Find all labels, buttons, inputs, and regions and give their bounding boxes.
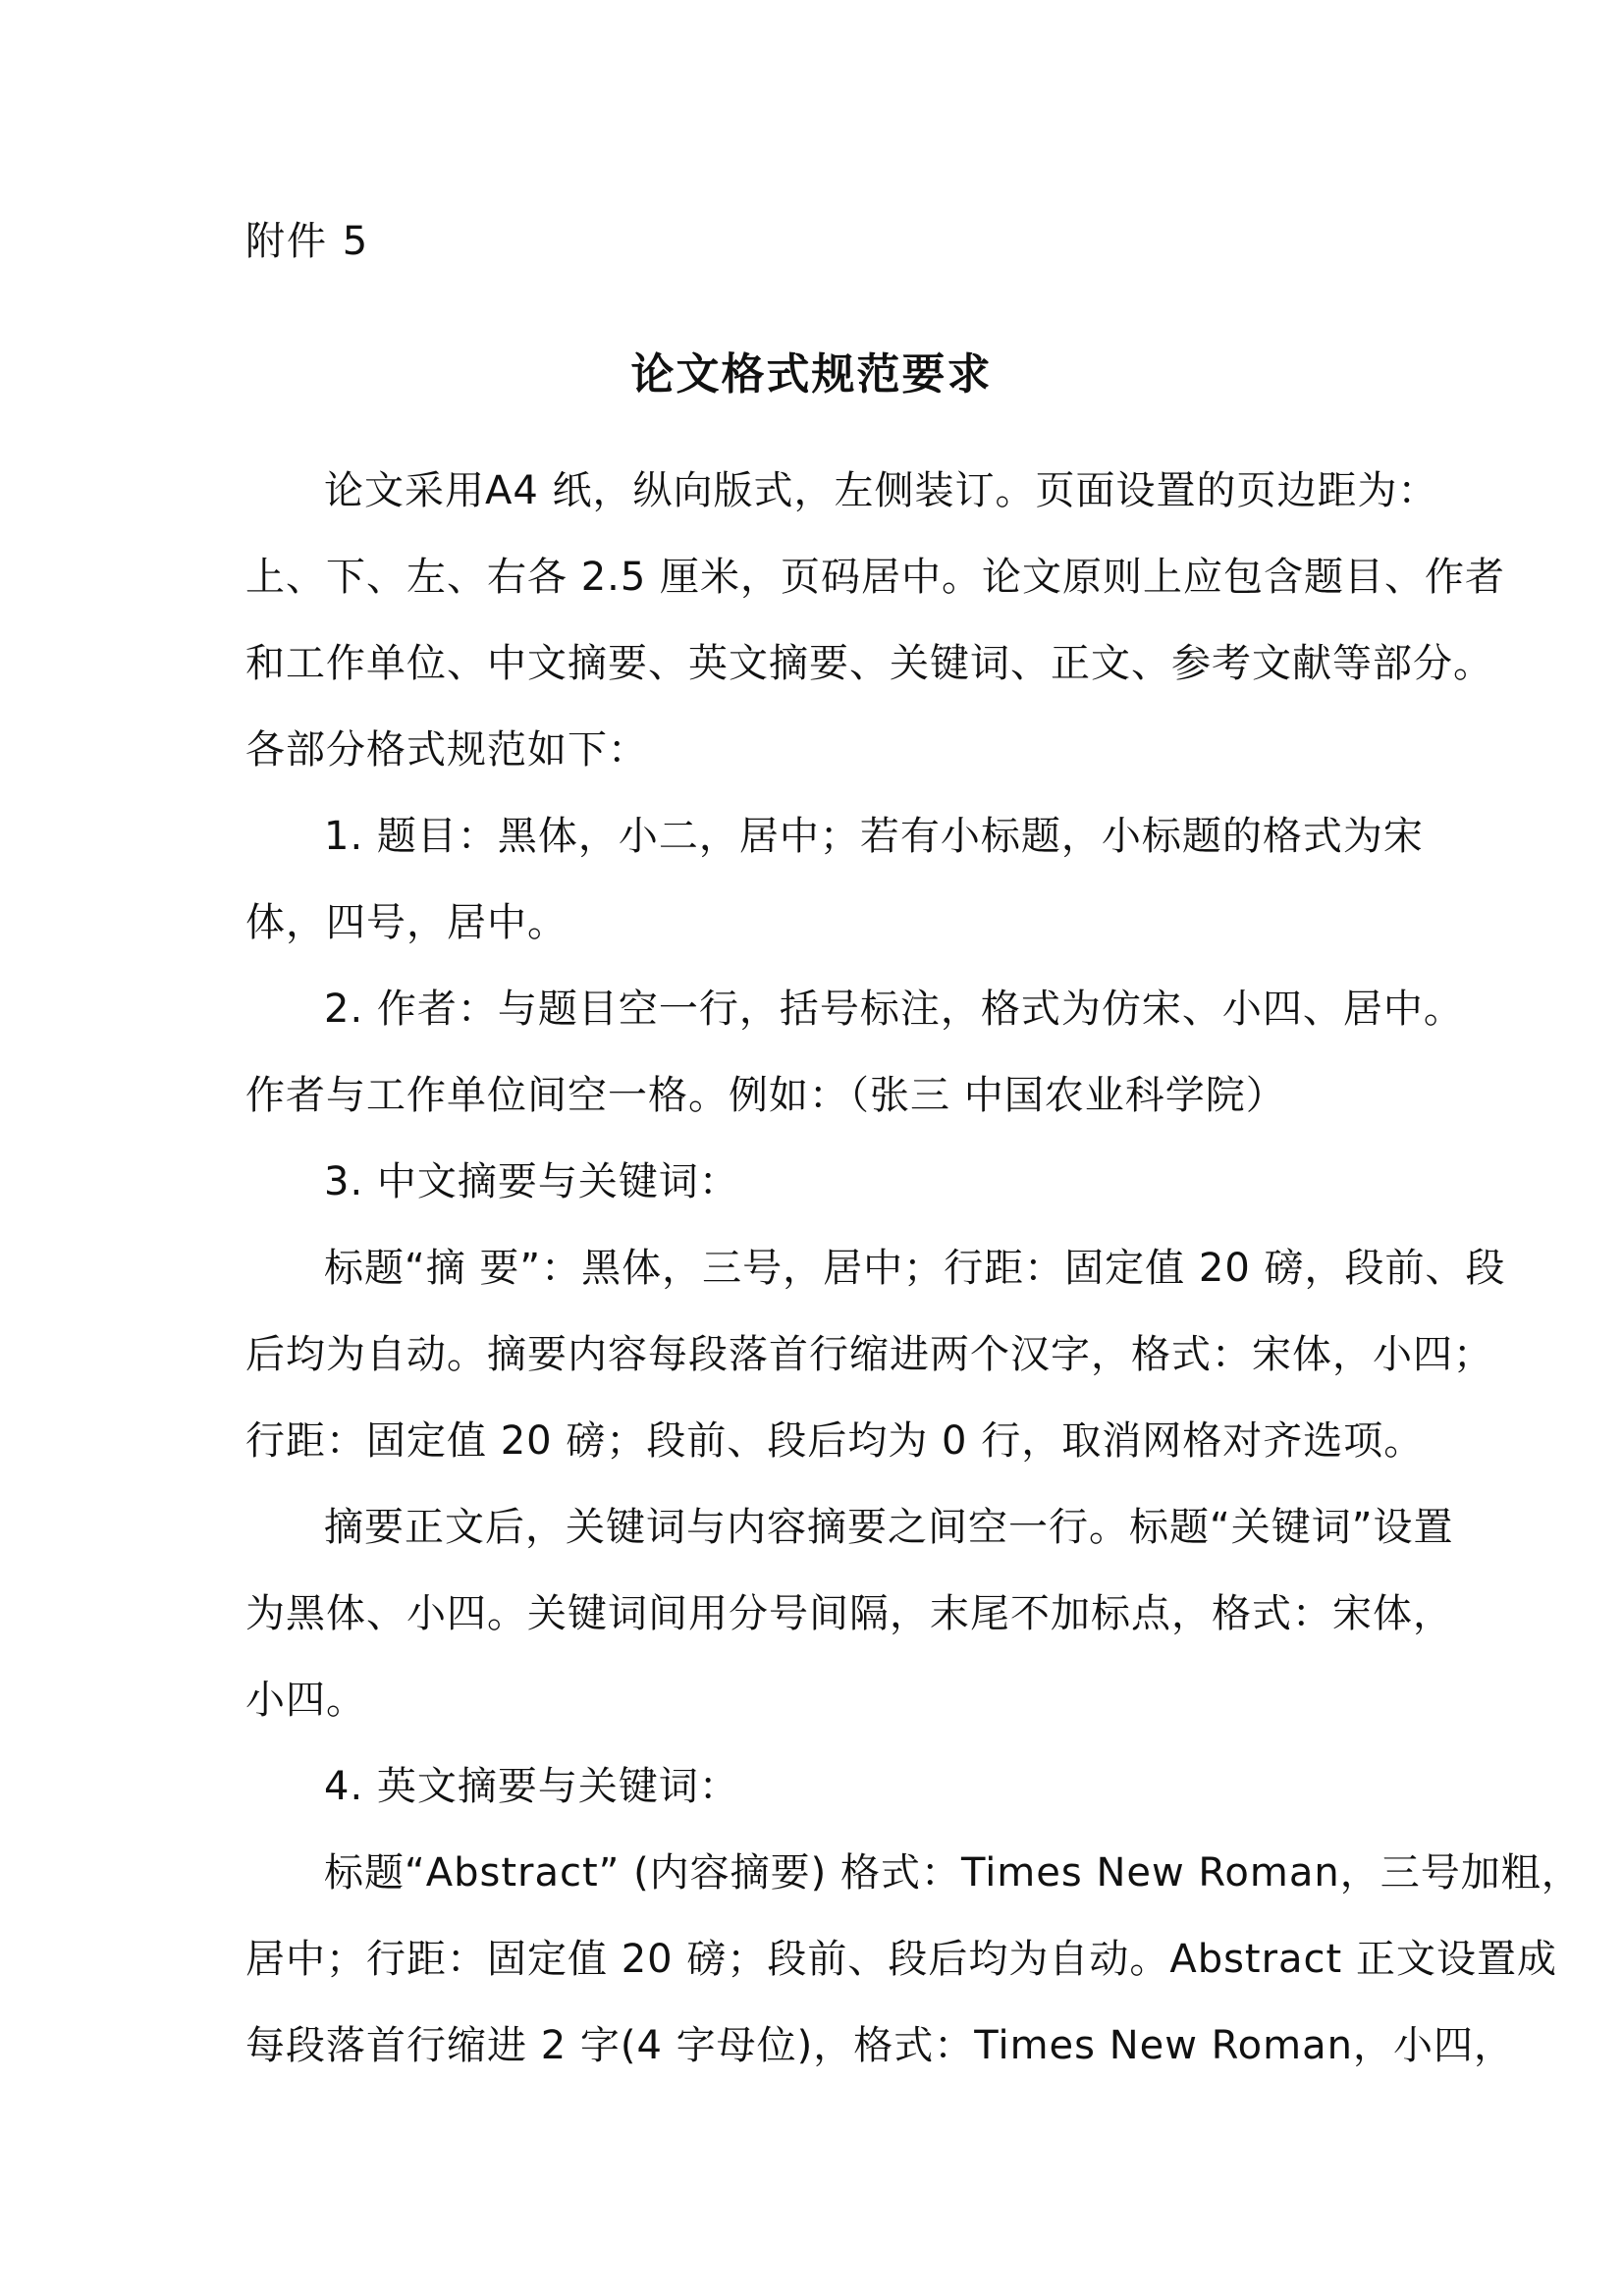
body-line: 居中；行距：固定值 20 磅；段前、段后均为自动。Abstract 正文设置成 bbox=[245, 1937, 1557, 1982]
body-line: 标题“Abstract” (内容摘要) 格式：Times New Roman，三号加粗， bbox=[324, 1850, 1582, 1896]
body-line: 论文采用A4 纸，纵向版式，左侧装订。页面设置的页边距为： bbox=[324, 468, 1438, 513]
body-line: 每段落首行缩进 2 字(4 字母位)，格式：Times New Roman，小四， bbox=[245, 2023, 1514, 2068]
section-heading: 4. 英文摘要与关键词： bbox=[324, 1764, 739, 1809]
document-title: 论文格式规范要求 bbox=[630, 349, 993, 400]
body-line: 体，四号，居中。 bbox=[245, 900, 568, 945]
body-line: 和工作单位、中文摘要、英文摘要、关键词、正文、参考文献等部分。 bbox=[245, 641, 1493, 686]
body-line: 上、下、左、右各 2.5 厘米，页码居中。论文原则上应包含题目、作者 bbox=[245, 555, 1506, 600]
body-line: 小四。 bbox=[245, 1678, 366, 1723]
body-line: 各部分格式规范如下： bbox=[245, 727, 648, 773]
body-line: 2. 作者：与题目空一行，括号标注，格式为仿宋、小四、居中。 bbox=[324, 987, 1464, 1032]
body-line: 1. 题目：黑体，小二，居中；若有小标题，小标题的格式为宋 bbox=[324, 814, 1424, 859]
section-heading: 3. 中文摘要与关键词： bbox=[324, 1159, 739, 1204]
body-line: 为黑体、小四。关键词间用分号间隔，末尾不加标点，格式：宋体， bbox=[245, 1591, 1453, 1636]
body-line: 摘要正文后，关键词与内容摘要之间空一行。标题“关键词”设置 bbox=[324, 1505, 1454, 1550]
attachment-label: 附件 5 bbox=[245, 219, 370, 264]
body-line: 作者与工作单位间空一格。例如：（张三 中国农业科学院） bbox=[245, 1073, 1286, 1118]
body-line: 行距：固定值 20 磅；段前、段后均为 0 行，取消网格对齐选项。 bbox=[245, 1418, 1425, 1464]
body-line: 后均为自动。摘要内容每段落首行缩进两个汉字，格式：宋体，小四； bbox=[245, 1332, 1493, 1377]
body-line: 标题“摘 要”：黑体，三号，居中；行距：固定值 20 磅，段前、段 bbox=[324, 1246, 1506, 1291]
